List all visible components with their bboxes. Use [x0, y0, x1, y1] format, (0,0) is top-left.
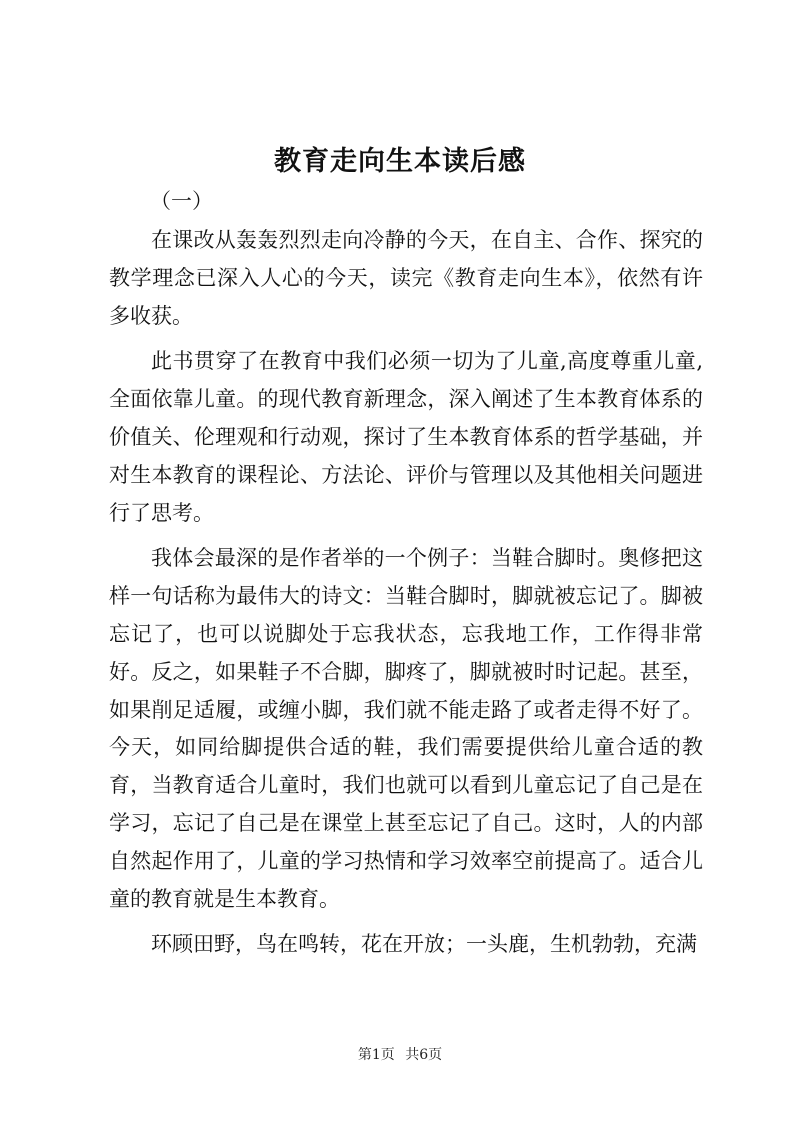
page-number: 第1页	[357, 1047, 395, 1063]
page-total: 共6页	[405, 1047, 443, 1063]
paragraph-4: 环顾田野，鸟在鸣转，花在开放；一头鹿，生机勃勃，充满	[151, 932, 697, 957]
paragraph-2: 此书贯穿了在教育中我们必须一切为了儿童,高度尊重儿童,全面依靠儿童。的现代教育新理念，深入阐述了生本教育体系的价值关、伦理观和行动观，探讨了生本教育体系的哲学基础，并对生本教育的课程论、方法论、评价与管理以及其他相关问题进行了思考。	[109, 349, 703, 525]
paragraph-1: 在课改从轰轰烈烈走向冷静的今天，在自主、合作、探究的教学理念已深入人心的今天，读完《教育走向生本》，依然有许多收获。	[109, 228, 703, 328]
document-body	[109, 222, 703, 972]
paragraph-3: 我体会最深的是作者举的一个例子：当鞋合脚时。奥修把这样一句话称为最伟大的诗文：当鞋合脚时，脚就被忘记了。脚被忘记了，也可以说脚处于忘我状态，忘我地工作，工作得非常好。反之，如果鞋子不合脚，脚疼了，脚就被时时记起。甚至，如果削足适履，或缠小脚，我们就不能走路了或者走得不好了。今天，如同给脚提供合适的鞋，我们需要提供给儿童合适的教育，当教育适合儿童时，我们也就可以看到儿童忘记了自己是在学习，忘记了自己是在课堂上甚至忘记了自己。这时，人的内部自然起作用了，儿童的学习热情和学习效率空前提高了。适合儿童的教育就是生本教育。	[109, 546, 703, 911]
page-footer	[0, 1045, 800, 1065]
section-label: （一）	[150, 189, 213, 213]
document-title: 教育走向生本读后感	[274, 146, 526, 177]
